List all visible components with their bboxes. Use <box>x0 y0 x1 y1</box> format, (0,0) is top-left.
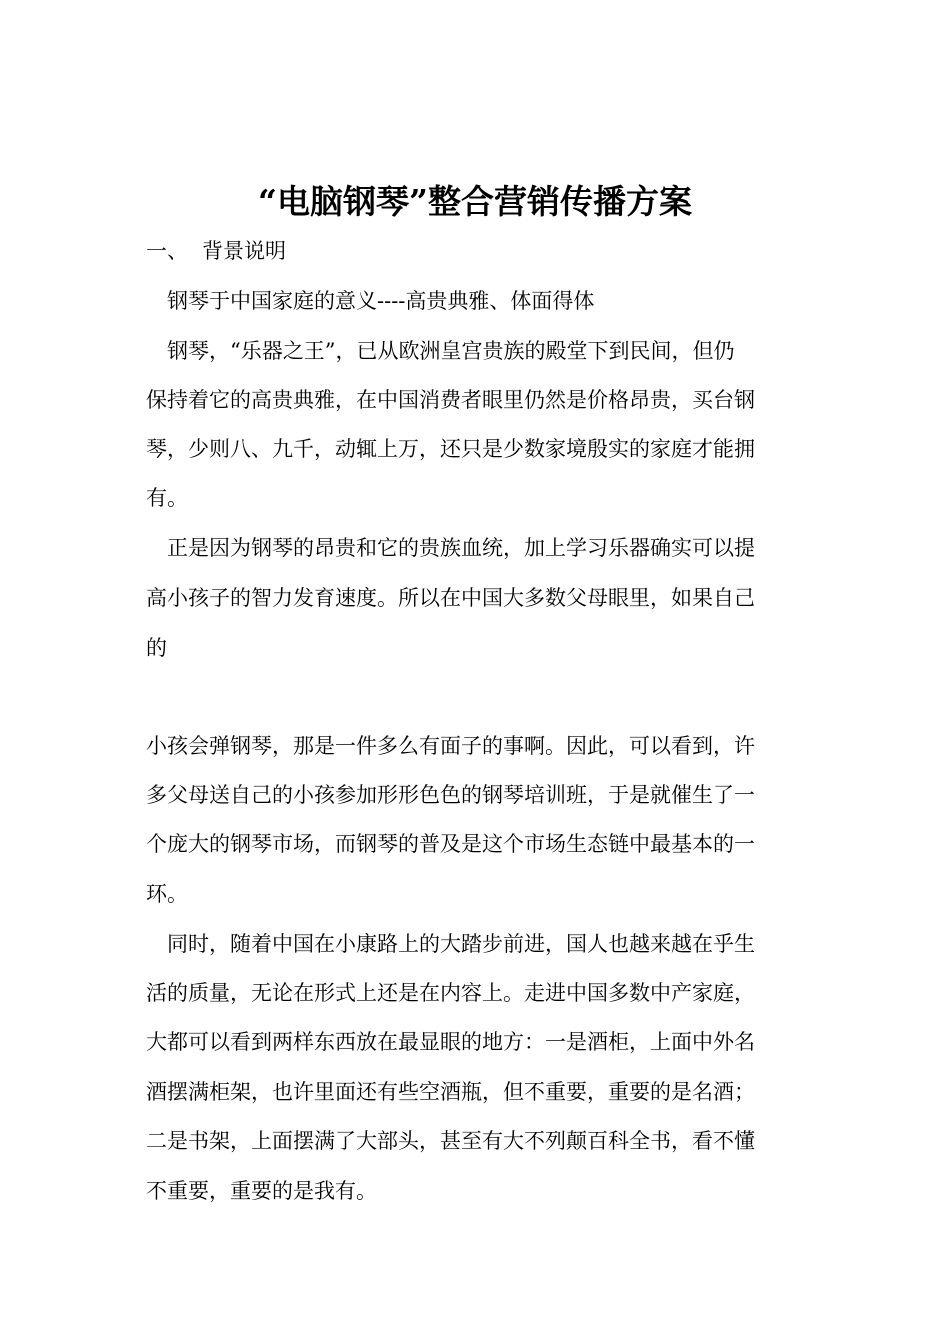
section-heading-text: 背景说明 <box>202 239 286 263</box>
paragraph-line: 保持着它的高贵典雅，在中国消费者眼里仍然是价格昂贵，买台钢 <box>146 388 755 412</box>
paragraph-line: 小孩会弹钢琴，那是一件多么有面子的事啊。因此，可以看到，许 <box>146 734 755 758</box>
paragraph-line: 的 <box>146 636 167 660</box>
paragraph-line: 正是因为钢琴的昂贵和它的贵族血统，加上学习乐器确实可以提 <box>146 536 755 560</box>
paragraph-line: 二是书架，上面摆满了大部头，甚至有大不列颠百科全书，看不懂 <box>146 1129 755 1153</box>
document-title: “电脑钢琴”整合营销传播方案 <box>258 182 692 221</box>
paragraph-line: 活的质量，无论在形式上还是在内容上。走进中国多数中产家庭， <box>146 981 755 1005</box>
paragraph-line: 高小孩子的智力发育速度。所以在中国大多数父母眼里，如果自己 <box>146 586 755 610</box>
section-number: 一、 <box>146 239 188 263</box>
paragraph-line: 个庞大的钢琴市场，而钢琴的普及是这个市场生态链中最基本的一 <box>146 832 755 856</box>
paragraph-line: 钢琴于中国家庭的意义----高贵典雅、体面得体 <box>146 289 595 313</box>
paragraph-line: 环。 <box>146 882 188 906</box>
paragraph-line: 同时，随着中国在小康路上的大踏步前进，国人也越来越在乎生 <box>146 932 755 956</box>
paragraph-line: 不重要，重要的是我有。 <box>146 1179 377 1203</box>
section-heading <box>146 234 286 268</box>
paragraph-line: 大都可以看到两样东西放在最显眼的地方：一是酒柜，上面中外名 <box>146 1030 755 1054</box>
paragraph-line: 多父母送自己的小孩参加形形色色的钢琴培训班，于是就催生了一 <box>146 783 755 807</box>
paragraph-line: 有。 <box>146 486 188 510</box>
paragraph-line: 钢琴，“乐器之王”，已从欧洲皇宫贵族的殿堂下到民间，但仍 <box>146 339 735 363</box>
paragraph-line: 琴，少则八、九千，动辄上万，还只是少数家境殷实的家庭才能拥 <box>146 437 755 461</box>
paragraph-line: 酒摆满柜架，也许里面还有些空酒瓶，但不重要，重要的是名酒； <box>146 1080 755 1104</box>
